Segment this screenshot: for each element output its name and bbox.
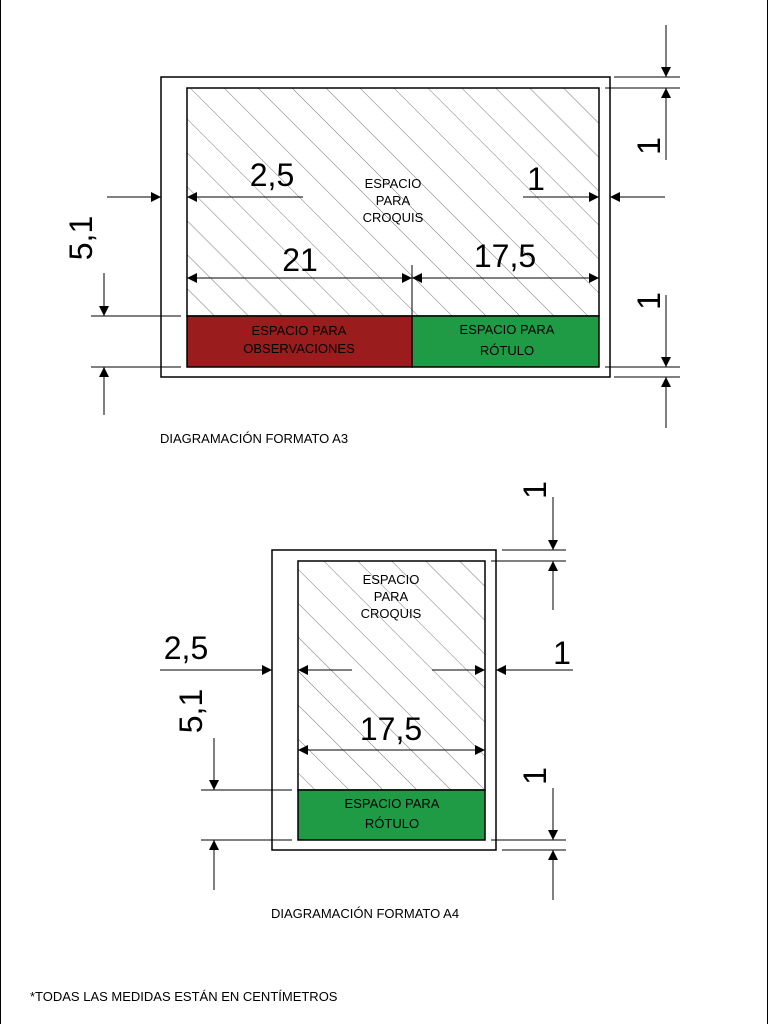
a3-observations-label-2: OBSERVACIONES [243, 341, 355, 356]
a3-top-margin-dimension [605, 25, 680, 160]
a3-layout [63, 25, 680, 446]
a4-caption: DIAGRAMACIÓN FORMATO A4 [271, 906, 460, 921]
a3-bottom-margin-value: 1 [631, 292, 667, 310]
a4-bottom-margin-value: 1 [517, 767, 553, 785]
a4-layout [160, 481, 573, 921]
a3-right-margin-value: 1 [527, 161, 545, 197]
a4-top-margin-value: 1 [517, 481, 553, 499]
a3-title-block-width-value: 17,5 [473, 238, 537, 274]
a4-sketch-label-3: CROQUIS [360, 606, 422, 621]
a3-sketch-label-3: CROQUIS [362, 210, 424, 225]
a3-caption: DIAGRAMACIÓN FORMATO A3 [160, 431, 349, 446]
a4-title-block-height-value: 5,1 [173, 688, 209, 734]
a4-bottom-margin-dimension [491, 767, 566, 900]
a4-title-block-width-value: 17,5 [359, 711, 423, 747]
a3-left-margin-value: 2,5 [249, 157, 295, 193]
a4-right-margin-value: 1 [553, 635, 571, 671]
a3-bottom-margin-dimension [605, 292, 680, 428]
a4-sketch-label-1: ESPACIO [362, 572, 420, 587]
a3-sketch-label-2: PARA [375, 193, 411, 208]
a4-sketch-label-2: PARA [373, 589, 409, 604]
a4-top-margin-dimension [491, 481, 566, 610]
a3-observations-label-1: ESPACIO PARA [251, 323, 347, 338]
a3-top-margin-value: 1 [631, 137, 667, 155]
a3-title-block-label-1: ESPACIO PARA [459, 322, 555, 337]
a3-title-block-height-value: 5,1 [63, 215, 99, 261]
a4-title-block-label-2: RÓTULO [364, 816, 420, 831]
a3-observations-width-value: 21 [282, 242, 318, 278]
a4-left-margin-value: 2,5 [163, 630, 209, 666]
a3-sketch-label-1: ESPACIO [364, 176, 422, 191]
a3-title-block-label-2: RÓTULO [479, 343, 535, 358]
footnote: *TODAS LAS MEDIDAS ESTÁN EN CENTÍMETROS [30, 989, 338, 1004]
a4-title-block-label-1: ESPACIO PARA [344, 796, 440, 811]
